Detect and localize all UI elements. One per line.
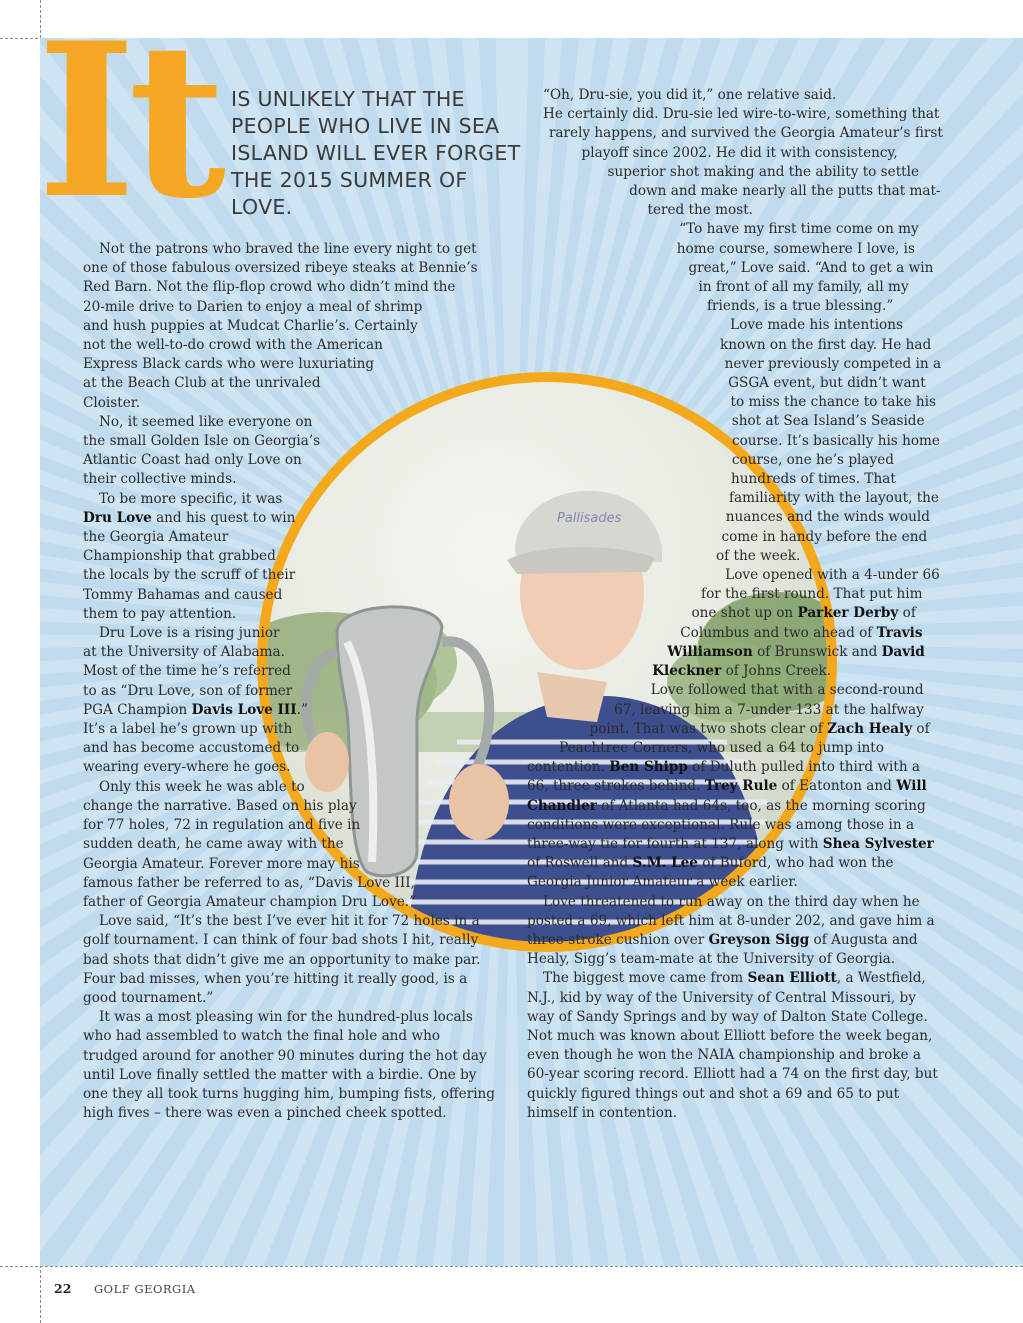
right-paragraph-3: “To have my first time come on my home course, somewhere I love, is great,” Love said. “And to get a win in front of all my family, all my friends, is a true blessing.” (676, 221, 934, 315)
right-paragraph-8: The biggest move came from Sean Elliott, a Westfield, N.J., kid by way of the University of Central Missouri, by way of Sandy Springs and by way of Dalton State College. Not much was known about Elliott before the week began, even though he won the NAIA championship and broke a 60-year scoring record. Elliott had a 74 on the first day, but quickly figured things out and shot a 69 and 65 to put himself in contention. (527, 970, 938, 1121)
magazine-title: GOLF GEORGIA (94, 1282, 196, 1296)
name-sm-lee: S.M. Lee (632, 855, 698, 872)
right-paragraph-4: Love made his intentions known on the first day. He had never previously competed in a GSGA event, but didn’t want to miss the chance to take his shot at Sea Island’s Seaside course. It’s basically his home course, one he’s played hundreds of times. That familiarity with the layout, the nuances and the winds would come in handy before the end of the week. (715, 317, 942, 564)
name-dru-love: Dru Love (83, 509, 152, 526)
article-column-right (527, 86, 943, 1123)
name-zach-healy: Zach Healy (827, 720, 913, 737)
left-paragraph-3: To be more specific, it was Dru Love and his quest to win the Georgia Amateur Championship that grabbed the locals by the scruff of their Tommy Bahamas and caused them to pay attention. (83, 490, 296, 622)
right-paragraph-2: He certainly did. Dru-sie led wire-to-wire, something that rarely happens, and survived the Georgia Amateur’s first playoff since 2002. He did it with consistency, superior shot making and the ability to settle down and make nearly all the putts that mat-tered the most. (543, 106, 943, 219)
trim-line-bottom (0, 1266, 1023, 1267)
name-trey-rule: Trey Rule (704, 778, 778, 795)
left-paragraph-4: Dru Love is a rising junior at the University of Alabama. Most of the time he’s referred to as “Dru Love, son of former PGA Champion Davis Love III.” It’s a label he’s grown up with and has become accustomed to wearing every-where he goes. (83, 625, 308, 776)
right-paragraph-5: Love opened with a 4-under 66 for the first round. That put him one shot up on Parker Derby of Columbus and two ahead of Travis Williamson of Brunswick and David Kleckner of Johns Creek. (652, 567, 940, 680)
right-paragraph-7: Love threatened to run away on the third day when he posted a 69, which left him at 8-under 202, and gave him a three-stroke cushion over Greyson Sigg of Augusta and Healy, Sigg’s team-mate at the University of Georgia. (527, 893, 935, 968)
left-paragraph-6: Love said, “It’s the best I’ve ever hit it for 72 holes in a golf tournament. I can think of four bad shots I hit, really bad shots that didn’t give me an opportunity to make par. Four bad misses, when you’re hitting it really good, is a good tournament.” (83, 913, 481, 1006)
left-paragraph-5: Only this week he was able to change the narrative. Based on his play for 77 holes, 72 in regulation and five in sudden death, he came away with the Georgia Amateur. Forever more may his famous father be referred to as, “Davis Love III, father of Georgia Amateur champion Dru Love.” (83, 778, 417, 910)
name-ben-shipp: Ben Shipp (609, 759, 688, 776)
right-paragraph-1: “Oh, Dru-sie, you did it,” one relative said. (543, 87, 837, 103)
left-paragraph-1: Not the patrons who braved the line every night to get one of those fabulous oversized ribeye steaks at Bennie’s Red Barn. Not the flip-flop crowd who didn’t mind the 20-mile drive to Darien to enjoy a meal of shrimp and hush puppies at Mudcat Charlie’s. Certainly not the well-to-do crowd with the American Express Black cards who were luxuriating at the Beach Club at the unrivaled Cloister. (83, 241, 478, 411)
name-sean-elliott: Sean Elliott (747, 970, 837, 987)
name-shea-sylvester: Shea Sylvester (822, 835, 934, 852)
article-deck: IS UNLIKELY THAT THE PEOPLE WHO LIVE IN SEA ISLAND WILL EVER FORGET THE 2015 SUMMER OF LOVE. (231, 87, 521, 219)
name-will-chandler: Will Chandler (527, 778, 927, 814)
name-david-kleckner: David Kleckner (652, 643, 925, 680)
drop-cap: It (37, 0, 219, 245)
article-column-left (83, 240, 499, 1123)
page-number: 22 (54, 1281, 72, 1296)
name-travis-williamson: Travis Williamson (667, 624, 923, 660)
name-greyson-sigg: Greyson Sigg (708, 931, 810, 948)
right-paragraph-6: Love followed that with a second-round 67, leaving him a 7-under 133 at the halfway point. That was two shots clear of Zach Healy of Peachtree Corners, who used a 64 to jump into contention. Ben Shipp of Duluth pulled into third with a 66, three strokes behind. Trey Rule of Eatonton and Will Chandler of Atlanta had 64s, too, as the morning scoring conditions were exceptional. Rule was among those in a three-way tie for fourth at 137, along with Shea Sylvester of Roswell and S.M. Lee of Buford, who had won the Georgia Junior Amateur a week earlier. (527, 682, 934, 891)
name-davis-love: Davis Love III (191, 701, 297, 718)
left-paragraph-7: It was a most pleasing win for the hundred-plus locals who had assembled to watch the final hole and who trudged around for another 90 minutes during the hot day until Love finally settled the matter with a birdie. One by one they all took turns hugging him, bumping fists, offering high fives – there was even a pinched cheek spotted. (83, 1009, 496, 1122)
name-parker-derby: Parker Derby (797, 605, 899, 622)
svg-text:Pallisades: Pallisades (557, 511, 622, 526)
left-paragraph-2: No, it seemed like everyone on the small Golden Isle on Georgia’s Atlantic Coast had only Love on their collective minds. (83, 413, 321, 488)
